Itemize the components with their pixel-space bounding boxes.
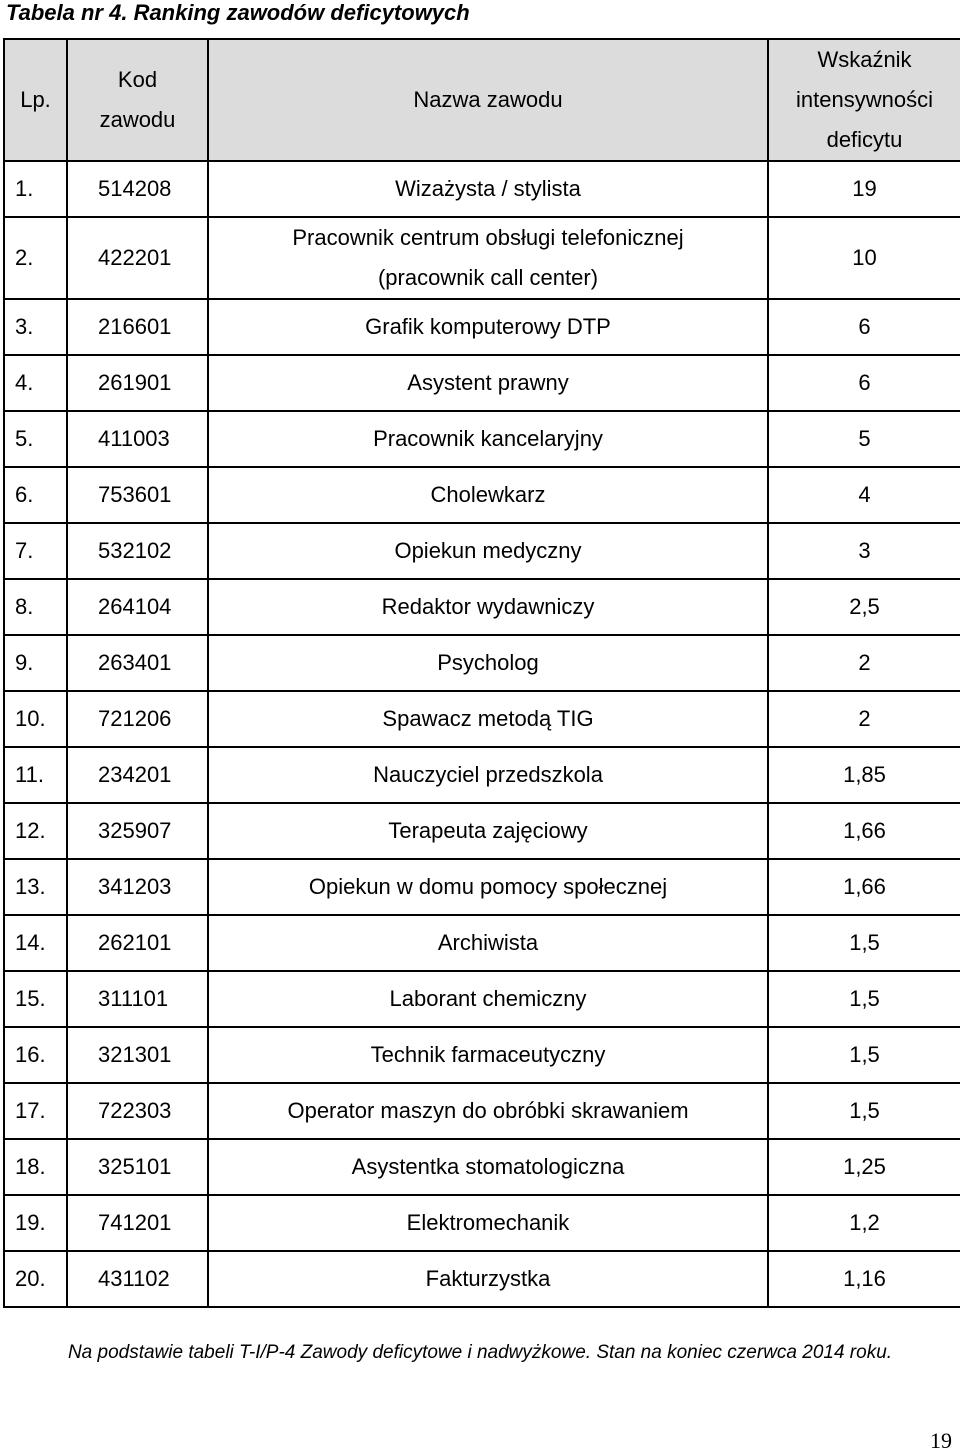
row-name: Opiekun w domu pomocy społecznej xyxy=(208,859,768,915)
row-name: Opiekun medyczny xyxy=(208,523,768,579)
footnote: Na podstawie tabeli T-I/P-4 Zawody deficytowe i nadwyżkowe. Stan na koniec czerwca 2014 roku. xyxy=(67,1342,893,1363)
table-row xyxy=(4,299,960,355)
row-index: 2,5 xyxy=(768,579,960,635)
row-lp: 18. xyxy=(4,1139,67,1195)
row-index: 5 xyxy=(768,411,960,467)
row-code: 325101 xyxy=(67,1139,208,1195)
row-index: 19 xyxy=(768,161,960,217)
row-name: Wizażysta / stylista xyxy=(208,161,768,217)
row-code: 341203 xyxy=(67,859,208,915)
header-name: Nazwa zawodu xyxy=(208,39,768,161)
row-lp: 20. xyxy=(4,1251,67,1307)
row-code: 263401 xyxy=(67,635,208,691)
row-index: 1,66 xyxy=(768,803,960,859)
row-code: 722303 xyxy=(67,1083,208,1139)
row-lp: 14. xyxy=(4,915,67,971)
row-lp: 6. xyxy=(4,467,67,523)
row-lp: 3. xyxy=(4,299,67,355)
row-lp: 12. xyxy=(4,803,67,859)
table-row xyxy=(4,635,960,691)
row-code: 721206 xyxy=(67,691,208,747)
row-code: 321301 xyxy=(67,1027,208,1083)
row-name: Laborant chemiczny xyxy=(208,971,768,1027)
row-code: 325907 xyxy=(67,803,208,859)
row-lp: 17. xyxy=(4,1083,67,1139)
table-row xyxy=(4,691,960,747)
header-index-line2: intensywności xyxy=(796,87,933,112)
row-code: 411003 xyxy=(67,411,208,467)
row-code: 431102 xyxy=(67,1251,208,1307)
row-lp: 4. xyxy=(4,355,67,411)
row-index: 2 xyxy=(768,691,960,747)
row-name: Nauczyciel przedszkola xyxy=(208,747,768,803)
header-code xyxy=(67,39,208,161)
row-name xyxy=(208,217,768,299)
table-row xyxy=(4,1139,960,1195)
row-lp: 7. xyxy=(4,523,67,579)
row-code: 753601 xyxy=(67,467,208,523)
row-index: 1,5 xyxy=(768,971,960,1027)
header-index-line3: deficytu xyxy=(826,127,903,152)
row-code: 261901 xyxy=(67,355,208,411)
row-index: 1,5 xyxy=(768,1027,960,1083)
table-row xyxy=(4,1195,960,1251)
page-number: 19 xyxy=(930,1428,952,1453)
row-name: Cholewkarz xyxy=(208,467,768,523)
row-code: 311101 xyxy=(67,971,208,1027)
row-index: 4 xyxy=(768,467,960,523)
row-name: Asystent prawny xyxy=(208,355,768,411)
table-row xyxy=(4,747,960,803)
row-name: Elektromechanik xyxy=(208,1195,768,1251)
header-row xyxy=(4,39,960,161)
table-row xyxy=(4,1083,960,1139)
row-code: 532102 xyxy=(67,523,208,579)
header-index-line1: Wskaźnik xyxy=(817,47,912,72)
row-code: 264104 xyxy=(67,579,208,635)
header-index xyxy=(768,39,960,161)
row-lp: 10. xyxy=(4,691,67,747)
row-name-line2: (pracownik call center) xyxy=(377,265,599,290)
row-name: Psycholog xyxy=(208,635,768,691)
row-lp: 8. xyxy=(4,579,67,635)
row-index: 6 xyxy=(768,299,960,355)
row-code: 422201 xyxy=(67,217,208,299)
table-row xyxy=(4,467,960,523)
row-lp: 1. xyxy=(4,161,67,217)
table-row xyxy=(4,161,960,217)
row-index: 10 xyxy=(768,217,960,299)
row-index: 1,66 xyxy=(768,859,960,915)
row-index: 1,2 xyxy=(768,1195,960,1251)
row-name: Pracownik kancelaryjny xyxy=(208,411,768,467)
row-index: 6 xyxy=(768,355,960,411)
row-index: 1,16 xyxy=(768,1251,960,1307)
row-lp: 5. xyxy=(4,411,67,467)
table-row xyxy=(4,803,960,859)
row-code: 514208 xyxy=(67,161,208,217)
row-name: Spawacz metodą TIG xyxy=(208,691,768,747)
row-index: 1,5 xyxy=(768,915,960,971)
row-lp: 19. xyxy=(4,1195,67,1251)
table-row xyxy=(4,217,960,299)
row-lp: 15. xyxy=(4,971,67,1027)
table-row xyxy=(4,411,960,467)
row-code: 262101 xyxy=(67,915,208,971)
row-name: Asystentka stomatologiczna xyxy=(208,1139,768,1195)
table-row xyxy=(4,355,960,411)
header-code-line2: zawodu xyxy=(99,107,176,132)
row-name-line1: Pracownik centrum obsługi telefonicznej xyxy=(292,225,684,250)
table-row xyxy=(4,1251,960,1307)
table-row xyxy=(4,1027,960,1083)
row-lp: 16. xyxy=(4,1027,67,1083)
table-row xyxy=(4,523,960,579)
ranking-table xyxy=(3,38,960,1308)
table-row xyxy=(4,915,960,971)
row-index: 2 xyxy=(768,635,960,691)
row-code: 216601 xyxy=(67,299,208,355)
row-code: 741201 xyxy=(67,1195,208,1251)
row-name: Operator maszyn do obróbki skrawaniem xyxy=(208,1083,768,1139)
table-row xyxy=(4,859,960,915)
row-name: Technik farmaceutyczny xyxy=(208,1027,768,1083)
table-title: Tabela nr 4. Ranking zawodów deficytowych xyxy=(6,0,470,25)
row-index: 1,85 xyxy=(768,747,960,803)
row-name: Terapeuta zajęciowy xyxy=(208,803,768,859)
row-index: 1,25 xyxy=(768,1139,960,1195)
row-code: 234201 xyxy=(67,747,208,803)
row-index: 3 xyxy=(768,523,960,579)
row-name: Fakturzystka xyxy=(208,1251,768,1307)
row-lp: 9. xyxy=(4,635,67,691)
header-code-line1: Kod xyxy=(117,67,158,92)
header-lp: Lp. xyxy=(4,39,67,161)
row-name: Redaktor wydawniczy xyxy=(208,579,768,635)
table-row xyxy=(4,579,960,635)
row-name: Archiwista xyxy=(208,915,768,971)
row-lp: 13. xyxy=(4,859,67,915)
row-index: 1,5 xyxy=(768,1083,960,1139)
row-name: Grafik komputerowy DTP xyxy=(208,299,768,355)
row-lp: 2. xyxy=(4,217,67,299)
row-lp: 11. xyxy=(4,747,67,803)
table-row xyxy=(4,971,960,1027)
